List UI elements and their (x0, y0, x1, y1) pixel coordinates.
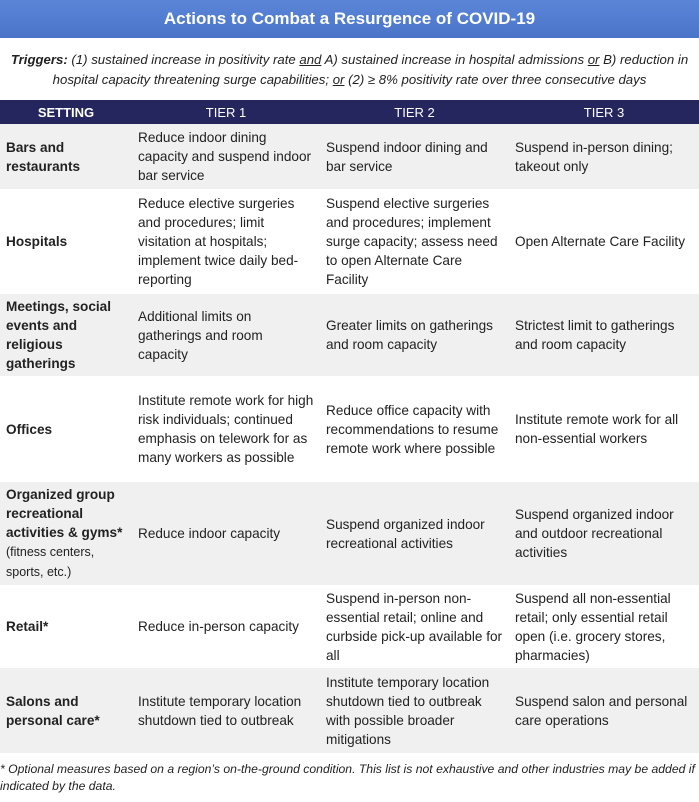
tier-2-cell: Reduce office capacity with recommendations to resume remote work where possible (320, 376, 509, 482)
page-title: Actions to Combat a Resurgence of COVID-19 (0, 0, 699, 38)
triggers-or-2: or (332, 72, 345, 87)
tier-3-cell: Suspend all non-essential retail; only essential retail open (i.e. grocery stores, pharmacies) (509, 585, 699, 668)
tier-1-cell: Institute temporary location shutdown tied to outbreak (132, 668, 320, 753)
setting-cell: Offices (0, 376, 132, 482)
tier-3-cell: Strictest limit to gatherings and room capacity (509, 294, 699, 376)
tier-2-cell: Suspend in-person non-essential retail; online and curbside pick-up available for all (320, 585, 509, 668)
table-row (0, 294, 699, 376)
tier-1-cell: Reduce indoor dining capacity and suspend indoor bar service (132, 124, 320, 189)
table-row (0, 376, 699, 482)
table-row (0, 482, 699, 585)
triggers-part-3: B) reduction in hospital capacity threatening surge capabilities; (52, 52, 689, 87)
header-tier-2: TIER 2 (320, 100, 509, 124)
tier-3-cell: Open Alternate Care Facility (509, 189, 699, 294)
table-row (0, 585, 699, 668)
setting-cell: Hospitals (0, 189, 132, 294)
setting-cell (0, 482, 132, 585)
triggers-text (0, 50, 699, 90)
tier-1-cell: Institute remote work for high risk individuals; continued emphasis on telework for as many workers as possible (132, 376, 320, 482)
table-row (0, 189, 699, 294)
tier-1-cell: Reduce elective surgeries and procedures; limit visitation at hospitals; implement twice daily bed-reporting (132, 189, 320, 294)
triggers-label: Triggers: (10, 52, 68, 67)
setting-cell: Meetings, social events and religious gatherings (0, 294, 132, 376)
table-header-row (0, 100, 699, 124)
table-row (0, 124, 699, 189)
triggers-part-1: (1) sustained increase in positivity rate (67, 52, 300, 67)
tier-1-cell: Additional limits on gatherings and room capacity (132, 294, 320, 376)
tier-2-cell: Greater limits on gatherings and room capacity (320, 294, 509, 376)
tier-1-cell: Reduce indoor capacity (132, 482, 320, 585)
header-tier-1: TIER 1 (132, 100, 320, 124)
setting-label: Organized group recreational activities & gyms* (6, 487, 123, 540)
header-tier-3: TIER 3 (509, 100, 699, 124)
tier-3-cell: Suspend in-person dining; takeout only (509, 124, 699, 189)
tier-3-cell: Suspend organized indoor and outdoor recreational activities (509, 482, 699, 585)
setting-cell: Retail* (0, 585, 132, 668)
actions-table (0, 100, 699, 753)
setting-cell: Bars and restaurants (0, 124, 132, 189)
tier-2-cell: Suspend elective surgeries and procedures; implement surge capacity; assess need to open Alternate Care Facility (320, 189, 509, 294)
tier-2-cell: Institute temporary location shutdown tied to outbreak with possible broader mitigations (320, 668, 509, 753)
triggers-and: and (299, 52, 322, 67)
header-setting: SETTING (0, 100, 132, 124)
tier-2-cell: Suspend indoor dining and bar service (320, 124, 509, 189)
triggers-part-4: (2) ≥ 8% positivity rate over three consecutive days (344, 72, 647, 87)
setting-cell: Salons and personal care* (0, 668, 132, 753)
tier-1-cell: Reduce in-person capacity (132, 585, 320, 668)
tier-2-cell: Suspend organized indoor recreational activities (320, 482, 509, 585)
triggers-or-1: or (587, 52, 600, 67)
tier-3-cell: Suspend salon and personal care operations (509, 668, 699, 753)
setting-sub: (fitness centers, sports, etc.) (6, 545, 95, 579)
triggers-part-2: A) sustained increase in hospital admissions (321, 52, 588, 67)
footnote: * Optional measures based on a region’s on-the-ground condition. This list is not exhaustive and other industries may be added if indicated by the data. (0, 762, 695, 793)
tier-3-cell: Institute remote work for all non-essential workers (509, 376, 699, 482)
table-row (0, 668, 699, 753)
